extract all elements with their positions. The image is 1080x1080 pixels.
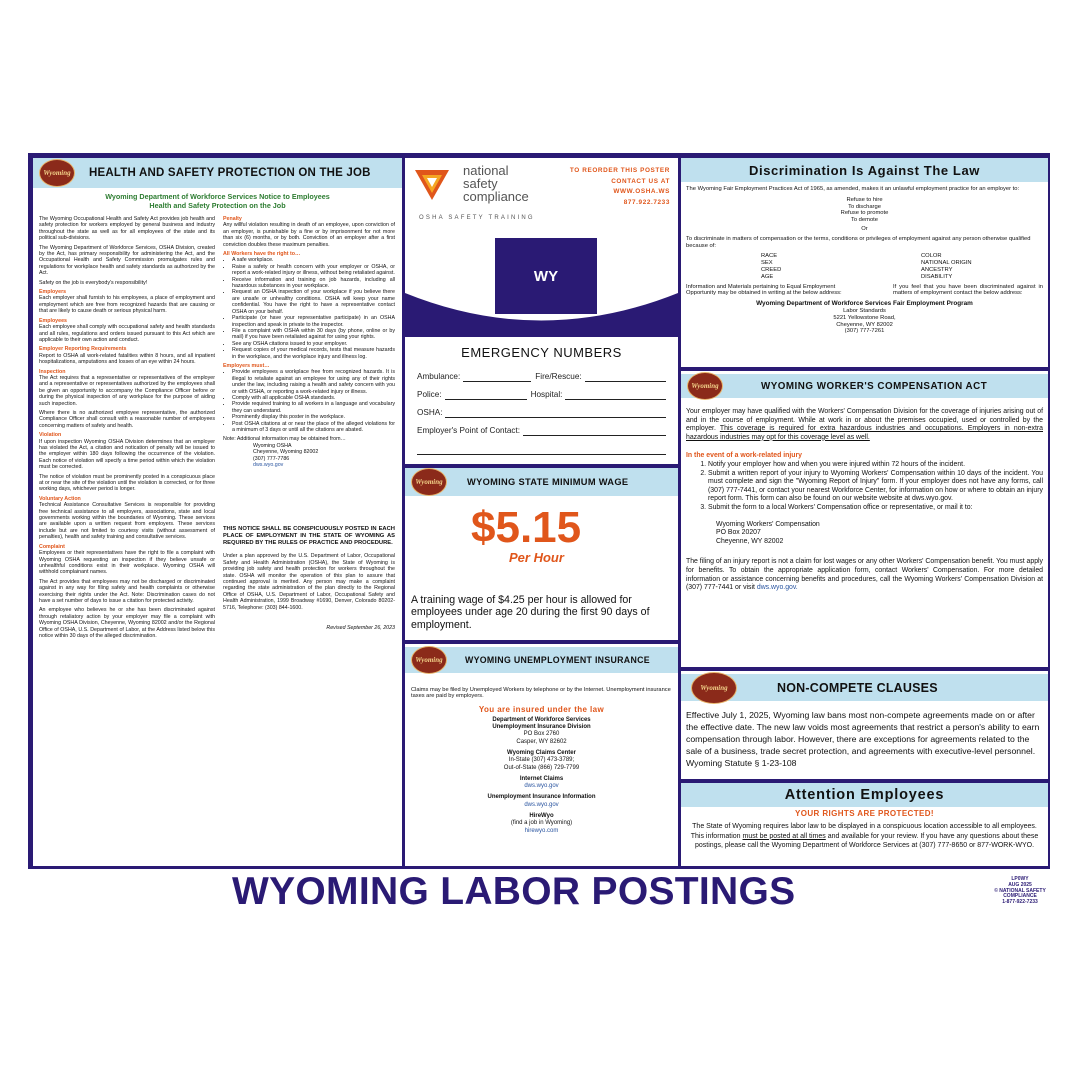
note-text: Note: Additional information may be obtained from… xyxy=(223,436,346,443)
attention-subtitle: YOUR RIGHTS ARE PROTECTED! xyxy=(795,809,934,818)
non-compete-body: Effective July 1, 2025, Wyoming law bans most non-compete agreements made on or after the effective date. The new law voids most agreements that restrict a person's ability to earn compensation through labor. However, there are exceptions for agreements related to the sale of a business, trade secret protection, and agreements with executive-level personnel. Wyoming Statute § 1-23-108 xyxy=(686,710,1040,768)
fire-rescue-field[interactable] xyxy=(585,368,666,382)
employers-heading: Employers xyxy=(39,289,67,296)
employer-contact-label: Employer's Point of Contact: xyxy=(417,426,521,435)
poster-footer-meta xyxy=(980,877,1060,906)
poster-date: AUG 2025 xyxy=(1008,881,1032,888)
reorder-website-link[interactable]: WWW.OSHA.WS xyxy=(613,188,670,195)
inspection-heading: Inspection xyxy=(39,368,66,375)
health-safety-subtitle-2: Health and Safety Protection on the Job xyxy=(149,201,286,210)
discrimination-act: To demote xyxy=(850,217,879,224)
rights-list xyxy=(223,257,395,360)
non-compete-header xyxy=(681,674,1048,701)
discrimination-intro: The Wyoming Fair Employment Practices Act of 1965, as amended, makes it an unlawful employment practice for an employer to: xyxy=(686,186,1020,192)
violation-heading: Violation xyxy=(39,432,62,439)
workforce-services-seal xyxy=(411,646,447,674)
ui-address-1: Department of Workforce Services xyxy=(492,716,591,723)
comp-mail-address-3: Cheyenne, WY 82002 xyxy=(716,537,784,545)
workers-comp-header xyxy=(681,374,1048,398)
wyoming-state-shape xyxy=(495,238,597,314)
osha-label: OSHA: xyxy=(417,408,443,417)
employees-heading: Employees xyxy=(39,317,67,324)
ui-address-4: Casper, WY 82602 xyxy=(516,738,567,745)
rights-item: • Raise a safety or health concern with your employer or OSHA, or report a work-related injury or illness, without being retaliated against. xyxy=(232,264,395,277)
workers-comp-title: WYOMING WORKER'S COMPENSATION ACT xyxy=(761,380,988,392)
hospital-label: Hospital: xyxy=(530,390,563,399)
protected-class: ANCESTRY xyxy=(921,266,953,273)
work-injury-heading: In the event of a work-related injury xyxy=(686,452,803,460)
unemployment-header xyxy=(405,647,678,673)
protected-class: COLOR xyxy=(921,253,942,260)
employer-contact-field[interactable] xyxy=(523,422,666,436)
osha-address-3: (307) 777-7786 xyxy=(253,455,290,462)
non-compete-panel xyxy=(681,671,1048,779)
eeo-info-left: Information and Materials pertaining to Equal Employment Opportunity may be obtained in writing at the below address: xyxy=(686,283,842,297)
employers-must-heading: Employers must… xyxy=(223,362,270,369)
wage-per-hour: Per Hour xyxy=(509,550,564,565)
ui-address-2: Unemployment Insurance Division xyxy=(492,724,591,731)
comp-mail-address-2: PO Box 20207 xyxy=(716,529,761,537)
health-safety-column-right xyxy=(223,216,395,642)
minimum-wage-panel xyxy=(405,468,678,640)
fire-rescue-label: Fire/Rescue: xyxy=(535,372,582,381)
osha-field[interactable] xyxy=(445,404,666,418)
minimum-wage-title: WYOMING STATE MINIMUM WAGE xyxy=(467,477,629,487)
must-item: • Comply with all applicable OSHA standards. xyxy=(232,395,395,401)
claims-in-state: In-State (307) 473-3789; xyxy=(508,757,575,764)
seal-label: Wyoming xyxy=(691,382,719,390)
discrimination-header xyxy=(681,158,1048,182)
employers-must-list xyxy=(223,369,395,433)
rights-item: • See any OSHA citations issued to your employer. xyxy=(232,341,395,347)
police-field[interactable] xyxy=(445,386,527,400)
attention-body-2: and available for your review. If you have any questions about these postings, please call the Wyoming Department of Workforce Services at (307) 777-8650 or 877-WORK-WYO. xyxy=(694,832,1039,850)
employer-contact-field-2[interactable] xyxy=(417,440,666,455)
penalty-heading: Penalty xyxy=(223,216,242,222)
hirewyo-heading: HireWyo xyxy=(529,813,554,820)
protected-class: NATIONAL ORIGIN xyxy=(921,260,972,267)
workforce-services-seal xyxy=(687,372,723,400)
intro-paragraph-2: The Wyoming Department of Workforce Services, OSHA Division, created by the Act, has primary responsibility for administering the Act, and the Occupational Health and Safety Commission promulgates rules and regulations for workplace health and safety standards as authorized by the Act. xyxy=(39,244,215,277)
health-safety-header xyxy=(33,158,402,188)
complaint-text-1: Employees or their representatives have the right to file a complaint with Wyoming OSHA requesting an inspection if they believe unsafe or unhealthful conditions exist in their workplace. Wyoming OSHA will withhold complainant names. xyxy=(39,550,215,576)
rights-item: • Request an OSHA inspection of your workplace if you believe there are unsafe or unhealthy conditions. OSHA will keep your name confidential. You have the right to have a representative contact OSHA on your behalf. xyxy=(232,289,395,315)
health-safety-column-left xyxy=(39,216,215,642)
workforce-services-seal xyxy=(39,159,75,187)
ambulance-field[interactable] xyxy=(463,368,531,382)
reorder-line-1: TO REORDER THIS POSTER xyxy=(569,167,670,174)
discrimination-act: Refuse to hire xyxy=(846,196,883,203)
comp-mail-address-1: Wyoming Workers' Compensation xyxy=(716,520,820,528)
osha-website-link[interactable]: dws.wyo.gov xyxy=(253,462,284,469)
hirewyo-description: (find a job in Wyoming) xyxy=(510,820,573,827)
nsc-tagline: OSHA SAFETY TRAINING xyxy=(419,215,535,221)
osha-address-2: Cheyenne, Wyoming 82002 xyxy=(253,449,319,456)
nsc-brand-line-2: safety xyxy=(463,176,498,191)
must-item: • Prominently display this poster in the workplace. xyxy=(232,414,395,420)
discrimination-title: Discrimination Is Against The Law xyxy=(749,162,980,178)
rights-item: • Participate (or have your representative participate) in an OSHA inspection and speak in private to the inspector. xyxy=(232,315,395,328)
filing-text: The filing of an injury report is not a claim for lost wages or any other Workers' Compensation benefit. You must apply for benefits. To obtain the appropriate application form, contact Workers' Compensation. For more detailed information or assistance concerning benefits and procedures, call the Wyoming Workers' Compensation Division at (307) 777-7441 or visit xyxy=(686,558,1043,592)
seal-label: Wyoming xyxy=(43,169,71,177)
ui-address-3: PO Box 2760 xyxy=(523,731,560,738)
non-compete-title: NON-COMPETE CLAUSES xyxy=(777,680,938,695)
protected-class: CREED xyxy=(761,266,782,273)
violation-text-1: If upon inspection Wyoming OSHA Division determines that an employer has violated the Act, a citation and notication of penalty will be issued to the employer within 180 days following the occurrence of the violation. Each notice of violation will specify a time period within which the violation must be corrected. xyxy=(39,438,215,471)
hirewyo-link[interactable]: hirewyo.com xyxy=(524,827,559,834)
seal-label: Wyoming xyxy=(415,656,443,664)
inspection-text-1: The Act requires that a representative or representatives of the employer and a representative or representatives authorized by the employees shall be given an opportunity to accompany the Compliance Officer before or during the physical inspection of any workplace for the purpose of aiding such inspection. xyxy=(39,374,215,407)
intro-paragraph-1: The Wyoming Occupational Health and Safety Act provides job health and safety protection for workers employed by general business and industry throughout the state as well as for all employees of the state and its political sub-divisions. xyxy=(39,216,215,242)
state-abbreviation: WY xyxy=(533,267,559,285)
employers-text: Each employer shall furnish to his employees, a place of employment and employment which are free from recognized hazards that are causing or that are likely to cause death or serious physical harm. xyxy=(39,295,215,315)
unemployment-panel xyxy=(405,644,678,866)
reporting-text: Report to OSHA all work-related fatalities within 8 hours, and all inpatient hospitalizations, amputations and losses of an eye within 24 hours. xyxy=(39,352,215,366)
unemployment-title: WYOMING UNEMPLOYMENT INSURANCE xyxy=(465,655,650,665)
attention-panel xyxy=(681,783,1048,866)
discrimination-panel xyxy=(681,158,1048,367)
poster-code: LP0WY xyxy=(1011,876,1029,882)
reorder-phone: 877.922.7233 xyxy=(623,198,670,206)
purple-banner xyxy=(405,238,678,333)
attention-header xyxy=(681,783,1048,807)
claims-out-of-state: Out-of-State (866) 729-7799 xyxy=(503,764,580,771)
internet-claims-heading: Internet Claims xyxy=(519,775,564,782)
seal-label: Wyoming xyxy=(415,478,443,486)
health-safety-subtitle-1: Wyoming Department of Workforce Services Notice to Employees xyxy=(105,192,330,201)
workforce-services-seal xyxy=(691,672,737,704)
protected-class: RACE xyxy=(761,253,778,260)
hospital-field[interactable] xyxy=(565,386,666,400)
penalty-text: Any willful violation resulting in death of an employee, upon conviction of an employer, is punishable by a fine or by imprisonment for not more than six (6) months, or by both. Conviction of an employer after a first conviction doubles these maximum penalties. xyxy=(223,222,395,248)
ui-info-link[interactable]: dws.wyo.gov xyxy=(524,801,559,808)
poster-footer-title: WYOMING LABOR POSTINGS xyxy=(232,870,796,913)
minimum-wage-header xyxy=(405,468,678,496)
nsc-brand-line-3: compliance xyxy=(463,189,529,204)
must-item: • Provide required training to all workers in a language and vocabulary they can understand. xyxy=(232,401,395,414)
filing-paragraph xyxy=(686,558,1043,592)
must-item: • Provide employees a workplace free from recognized hazards. It is illegal to retaliate against an employee for using any of their rights under the law, including raising a health and safety concern with you or with OSHA, or reporting a work-related injury or illness. xyxy=(232,369,395,395)
inspection-text-2: Where there is no authorized employee representative, the authorized Compliance Officer shall consult with a reasonable number of employees concerning matters of safety and health. xyxy=(39,409,215,429)
fep-address-2: 5221 Yellowstone Road, xyxy=(833,314,896,321)
injury-steps-list xyxy=(686,461,1043,513)
protected-class: DISABILITY xyxy=(921,273,953,280)
seal-label: Wyoming xyxy=(700,683,728,692)
poster-copyright: © NATIONAL SAFETY COMPLIANCE xyxy=(994,887,1046,900)
workers-comp-intro-underlined: This coverage is required for extra hazardous industries and occupations. Employers in non-extra hazardous industries may opt for this coverage level as well. xyxy=(686,425,1043,441)
rights-item: • Request copies of your medical records, tests that measure hazards in the workplace, and the workplace injury and illness log. xyxy=(232,347,395,360)
revised-date: Revised September 26, 2023 xyxy=(326,625,395,632)
fair-employment-program: Wyoming Department of Workforce Services Fair Employment Program xyxy=(756,300,973,308)
reorder-line-2: CONTACT US AT xyxy=(611,177,670,185)
rights-heading: All Workers have the right to… xyxy=(223,251,301,258)
injury-step: 1. Notify your employer how and when you were injured within 72 hours of the incident. xyxy=(708,461,1043,470)
rights-item: • A safe workplace. xyxy=(232,257,395,263)
attention-body-underlined: must be posted at all times xyxy=(742,832,826,840)
voluntary-text: Technical Assistance Consultative Services is responsible for providing free technical assistance to all employers, associations, state and local governments working within the boundaries of Wyoming. These services are available upon a written request from employers. These services include but are not limited to courtesy visits (without assessment of penalties), health and safety training and consultative services. xyxy=(39,502,215,541)
nsc-branding-panel xyxy=(405,158,678,333)
fep-phone: (307) 777-7261 xyxy=(844,328,885,335)
protected-class: AGE xyxy=(761,273,774,280)
injury-step: 3. Submit the form to a local Workers' Compensation office or representative, or mail it to: xyxy=(708,504,1043,513)
attention-body-1: The State of Wyoming requires labor law to be displayed in a conspicuous location accessible to all employees. This information xyxy=(690,823,1037,840)
health-safety-title: HEALTH AND SAFETY PROTECTION ON THE JOB xyxy=(89,167,371,179)
emergency-numbers-panel xyxy=(405,337,678,464)
workers-comp-intro-paragraph xyxy=(686,408,1043,442)
complaint-heading: Complaint xyxy=(39,543,65,550)
poster-phone: 1-877-922-7233 xyxy=(1002,899,1038,906)
protected-class: SEX xyxy=(761,260,773,267)
discrimination-act: To discharge xyxy=(848,203,881,210)
discrimination-act: Refuse to promote xyxy=(840,210,889,217)
complaint-text-2: The Act provides that employees may not be discharged or discriminated against in any way for filing safety and health complaints or otherwise exercising their rights under the Act. Note: Discrimination cases do not have a set number of days to issue a citation for protected activity. xyxy=(39,578,215,604)
voluntary-heading: Voluntary Action xyxy=(39,495,81,502)
emergency-numbers-title: EMERGENCY NUMBERS xyxy=(461,345,622,360)
labor-poster xyxy=(28,153,1050,869)
intro-paragraph-3: Safety on the job is everybody's responsibility! xyxy=(39,279,148,286)
ui-info-heading: Unemployment Insurance Information xyxy=(487,794,596,801)
claims-center-heading: Wyoming Claims Center xyxy=(507,750,576,756)
plan-text: Under a plan approved by the U.S. Department of Labor, Occupational Safety and Health Administration (OSHA), the State of Wyoming is providing job safety and health protection for workers throughout the state. OSHA will monitor the operation of this plan to assure that continued approval is merited. Any person may make a complaint regarding the state administration of the plan directly to the Regional Office of OSHA, U.S. Department of Labor, Occupational Safety and Health Administration, 1999 Broadway #1690, Denver, Colorado 80202-5716, Telephone: (303) 844-1600. xyxy=(223,553,395,611)
internet-claims-link[interactable]: dws.wyo.gov xyxy=(524,783,559,790)
employees-text: Each employee shall comply with occupational safety and health standards and all rules, regulations and orders issued pursuant to this Act which are applicable to their own action and conduct. xyxy=(39,324,215,343)
rights-item: • Receive information and training on job hazards, including all hazardous substances in your workplace. xyxy=(232,277,395,290)
injury-step: 2. Submit a written report of your injury to Wyoming Workers' Compensation within 10 days of the incident. You must complete and sign the "Wyoming Report of Injury" form. If your employer does not have any forms, call (307) 777-7441, or contact your nearest Workforce Center, for information on how or where to obtain an injury report form. This form can also be found on our website website at dws.wyo.gov. xyxy=(708,470,1043,504)
police-label: Police: xyxy=(417,390,442,399)
ambulance-label: Ambulance: xyxy=(417,372,461,381)
training-wage-text: A training wage of $4.25 per hour is allowed for employees under age 20 during the first 90 days of employment. xyxy=(411,594,650,631)
comp-website-link[interactable]: dws.wyo.gov. xyxy=(756,584,798,592)
nsc-brand-line-1: national xyxy=(463,163,509,178)
fep-address-3: Cheyenne, WY 82002 xyxy=(836,321,893,328)
eeo-info-right: If you feel that you have been discriminated against in matters of employment contact the below address: xyxy=(893,283,1043,297)
conspicuous-notice: THIS NOTICE SHALL BE CONSPICUOUSLY POSTED IN EACH PLACE OF EMPLOYMENT IN THE STATE OF WYOMING AS REQUIRED BY THE RULES OF PRACTICE AND PROCEDURE. xyxy=(223,526,395,547)
nsc-logo-icon xyxy=(413,166,451,202)
must-item: • Post OSHA citations at or near the place of the alleged violations for a minimum of 3 days or until all the citations are abated. xyxy=(232,421,395,434)
wage-amount: $5.15 xyxy=(471,503,582,552)
reporting-heading: Employer Reporting Requirements xyxy=(39,346,127,353)
health-safety-panel xyxy=(33,158,402,866)
violation-text-2: The notice of violation must be prominently posted in a conspicuous place at or near the site of the violation until the violation is corrected, or for three working days, whichever period is longer. xyxy=(39,473,215,493)
complaint-text-3: An employee who believes he or she has been discriminated against through retaliatory action by your employer may file a complaint with Wyoming OSHA Division, Cheyenne, Wyoming 82002 and/or the Regional Office of OSHA, U.S. Department of Labor, at the Address listed below this notice within 30 days of the alleged discrimination. xyxy=(39,607,215,639)
rights-item: • File a complaint with OSHA within 30 days (by phone, online or by mail) if you have been retaliated against for using your rights. xyxy=(232,328,395,341)
workforce-services-seal xyxy=(411,468,447,496)
discrimination-compensation: To discriminate in matters of compensation or the terms, conditions or privileges of employment against any person otherwise qualified because of: xyxy=(686,235,1031,249)
workers-comp-panel xyxy=(681,371,1048,667)
fep-address-1: Labor Standards xyxy=(843,307,886,314)
insured-notice: You are insured under the law xyxy=(478,704,605,714)
attention-title: Attention Employees xyxy=(784,787,945,803)
osha-address-1: Wyoming OSHA xyxy=(253,442,292,449)
workers-comp-intro: Your employer may have qualified with the Workers' Compensation Division for the coverage of injuries arising out of and in the course of employment. While at work in or about the premises occupied, used or controlled by the employer. xyxy=(686,408,1043,433)
discrimination-or: Or xyxy=(861,225,868,232)
unemployment-intro: Claims may be filed by Unemployed Workers by telephone or by the Internet. Unemployment insurance taxes are paid by employers. xyxy=(411,687,671,700)
